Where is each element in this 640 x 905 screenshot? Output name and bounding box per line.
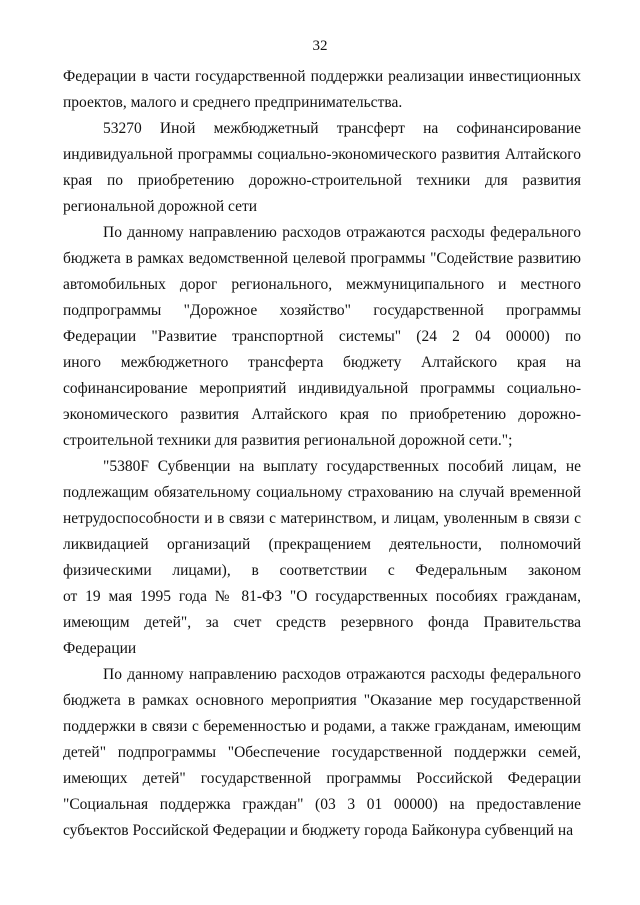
paragraph-p4 <box>63 454 581 662</box>
text-line: иного межбюджетного трансферта бюджету Алтайского края на <box>63 354 581 371</box>
text-line: ликвидацией организаций (прекращением деятельности, полномочий <box>63 536 581 553</box>
text-line: софинансирование мероприятий индивидуальной программы социально- <box>63 380 581 397</box>
text-line: подпрограммы "Дорожное хозяйство" государственной программы <box>63 302 581 319</box>
text-line: субъектов Российской Федерации и бюджету города Байконура субвенций на <box>63 822 574 839</box>
text-line: По данному направлению расходов отражаются расходы федерального <box>103 224 581 241</box>
text-line: Федерации <box>63 640 137 657</box>
text-line: бюджета в рамках основного мероприятия "Оказание мер государственной <box>63 692 581 709</box>
text-line: индивидуальной программы социально-экономического развития Алтайского <box>63 146 581 163</box>
text-line: имеющих детей" государственной программы Российской Федерации <box>63 770 581 787</box>
text-line: поддержки в связи с беременностью и родами, а также гражданам, имеющим <box>63 718 581 735</box>
paragraph-p5 <box>63 662 581 844</box>
text-line: экономического развития Алтайского края по приобретению дорожно- <box>63 406 581 423</box>
text-line: физическими лицами), в соответствии с Федеральным законом <box>63 562 581 579</box>
text-line: Федерации "Развитие транспортной системы" (24 2 04 00000) по <box>63 328 581 345</box>
text-line: региональной дорожной сети <box>63 198 258 215</box>
text-line: нетрудоспособности и в связи с материнством, и лицам, уволенным в связи с <box>63 510 581 527</box>
text-line: 53270 Иной межбюджетный трансферт на софинансирование <box>103 120 581 137</box>
text-line: строительной техники для развития региональной дорожной сети."; <box>63 432 513 449</box>
text-line: детей" подпрограммы "Обеспечение государственной поддержки семей, <box>63 744 581 761</box>
text-line: проектов, малого и среднего предпринимательства. <box>63 94 403 111</box>
page-number: 32 <box>312 38 328 54</box>
text-line: "Социальная поддержка граждан" (03 3 01 00000) на предоставление <box>63 796 581 813</box>
paragraph-p3 <box>63 220 581 454</box>
text-line: автомобильных дорог регионального, межмуниципального и местного <box>63 276 581 293</box>
text-line: подлежащим обязательному социальному страхованию на случай временной <box>63 484 581 501</box>
text-line: края по приобретению дорожно-строительной техники для развития <box>63 172 581 189</box>
text-line: от 19 мая 1995 года № 81-ФЗ "О государственных пособиях гражданам, <box>63 588 581 605</box>
text-line: бюджета в рамках ведомственной целевой программы "Содействие развитию <box>63 250 581 267</box>
text-line: имеющим детей", за счет средств резервного фонда Правительства <box>63 614 581 631</box>
document-body <box>63 64 581 844</box>
text-line: По данному направлению расходов отражаются расходы федерального <box>103 666 581 683</box>
text-line: Федерации в части государственной поддержки реализации инвестиционных <box>63 68 581 85</box>
text-line: "5380F Субвенции на выплату государственных пособий лицам, не <box>103 458 581 475</box>
paragraph-p1 <box>63 64 581 116</box>
paragraph-p2 <box>63 116 581 220</box>
